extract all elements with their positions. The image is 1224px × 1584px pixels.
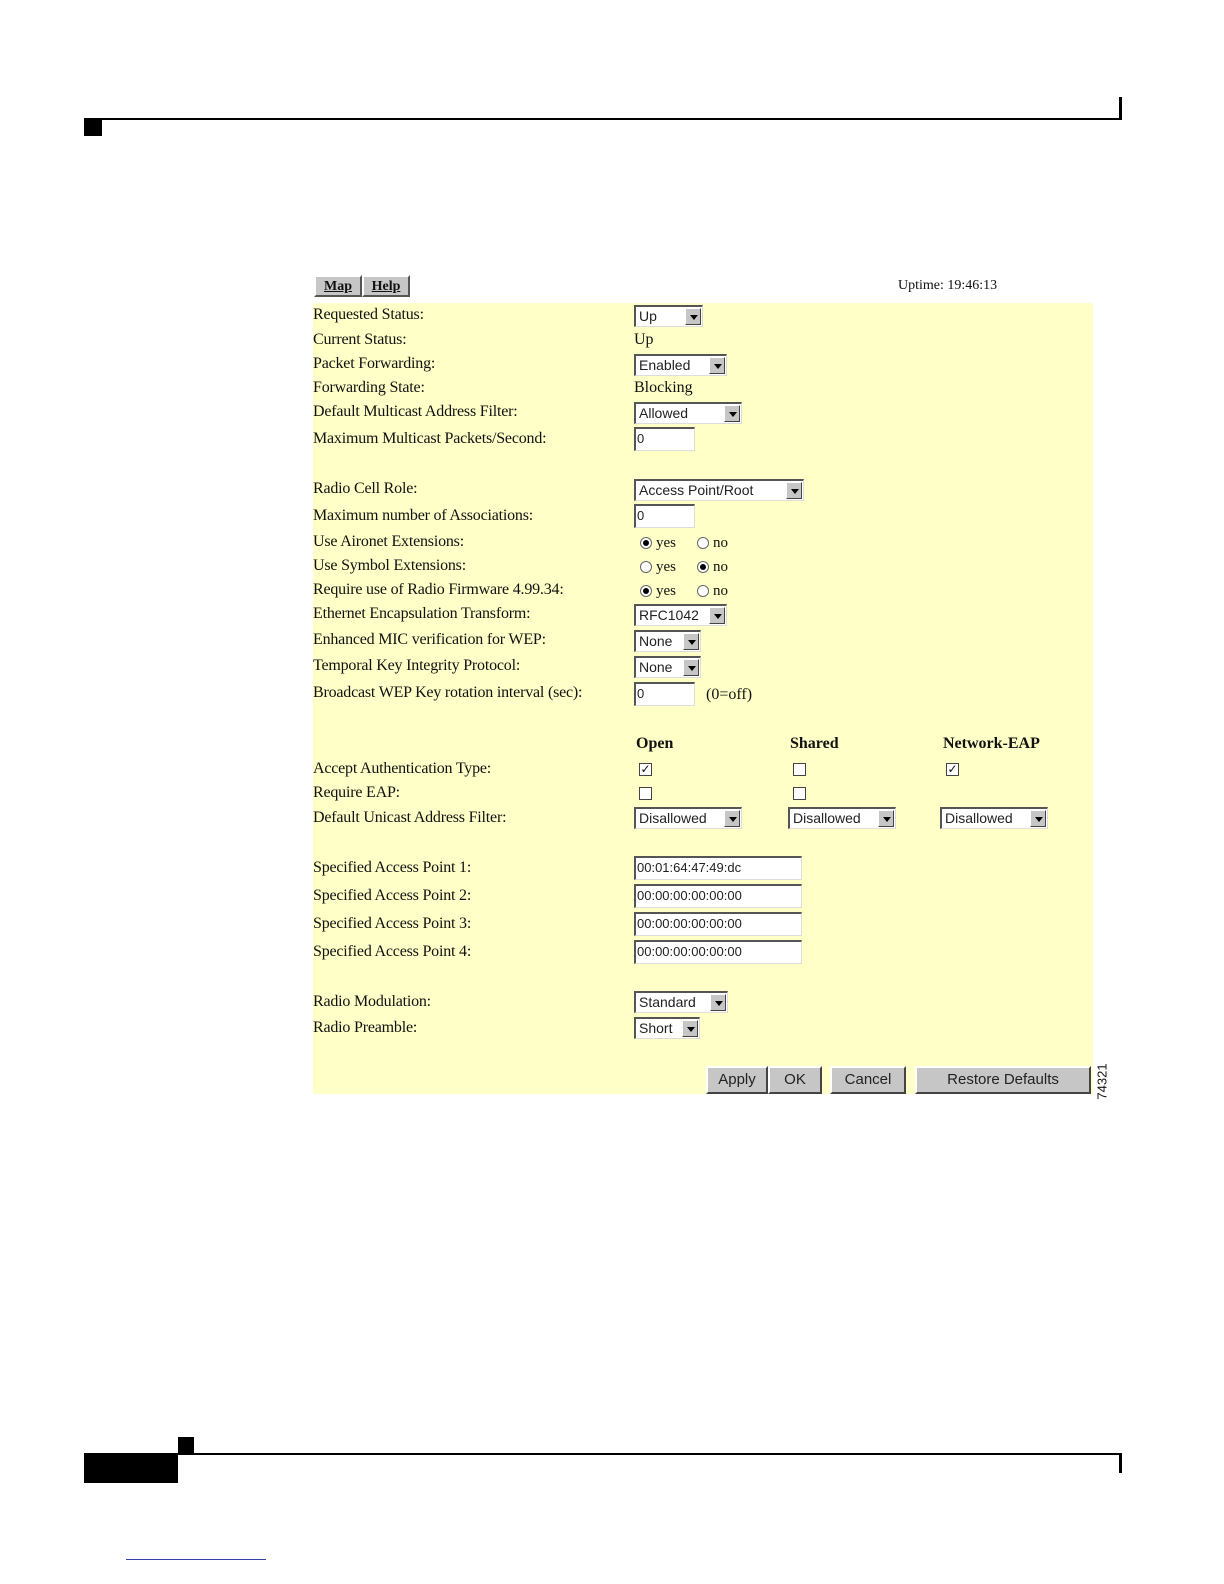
- tkip-label: Temporal Key Integrity Protocol:: [313, 657, 521, 674]
- forwarding-state-value: Blocking: [634, 379, 693, 396]
- figure-number: 74321: [1094, 1063, 1110, 1100]
- radio-modulation-select[interactable]: Standard: [634, 991, 728, 1013]
- multicast-filter-label: Default Multicast Address Filter:: [313, 403, 518, 420]
- help-button[interactable]: Help: [362, 275, 410, 297]
- requested-status-label: Requested Status:: [313, 306, 424, 323]
- ethernet-encap-select[interactable]: RFC1042: [634, 604, 727, 626]
- multicast-filter-select[interactable]: Allowed: [634, 402, 742, 424]
- enhanced-mic-select[interactable]: None: [634, 630, 701, 652]
- ok-button[interactable]: OK: [768, 1066, 822, 1094]
- chevron-down-icon: [710, 994, 726, 1011]
- column-header-network-eap: Network-EAP: [943, 735, 1040, 752]
- restore-defaults-button[interactable]: Restore Defaults: [915, 1066, 1091, 1094]
- radio-cell-role-label: Radio Cell Role:: [313, 480, 418, 497]
- symbol-no-label: no: [713, 559, 728, 575]
- max-associations-input[interactable]: 0: [634, 504, 695, 528]
- accept-network-eap-checkbox[interactable]: ✓: [947, 762, 958, 776]
- firmware-no-label: no: [713, 583, 728, 599]
- packet-forwarding-label: Packet Forwarding:: [313, 355, 436, 372]
- apply-button[interactable]: Apply: [706, 1066, 768, 1094]
- current-status-label: Current Status:: [313, 331, 407, 348]
- access-point-2-label: Specified Access Point 2:: [313, 887, 472, 904]
- requested-status-select[interactable]: Up: [634, 305, 703, 327]
- accept-open-checkbox[interactable]: ✓: [640, 762, 651, 776]
- symbol-yes-label: yes: [656, 559, 676, 575]
- column-header-open: Open: [636, 735, 674, 752]
- footer-link-line: [126, 1559, 266, 1560]
- access-point-4-label: Specified Access Point 4:: [313, 943, 472, 960]
- footer-rule: [84, 1453, 1122, 1455]
- accept-auth-label: Accept Authentication Type:: [313, 760, 492, 777]
- access-point-1-input[interactable]: 00:01:64:47:49:dc: [634, 856, 802, 880]
- radio-preamble-label: Radio Preamble:: [313, 1019, 418, 1036]
- aironet-ext-label: Use Aironet Extensions:: [313, 533, 464, 550]
- footer-marker: [178, 1437, 194, 1453]
- footer-rule-tick: [1119, 1455, 1122, 1473]
- chevron-down-icon: [724, 405, 740, 422]
- symbol-yes-radio[interactable]: [640, 561, 652, 573]
- max-multicast-label: Maximum Multicast Packets/Second:: [313, 430, 547, 447]
- uptime-text: Uptime: 19:46:13: [898, 278, 998, 293]
- packet-forwarding-select[interactable]: Enabled: [634, 354, 727, 376]
- chevron-down-icon: [685, 308, 701, 325]
- require-eap-label: Require EAP:: [313, 784, 400, 801]
- header-marker: [84, 120, 102, 136]
- chevron-down-icon: [683, 633, 699, 650]
- radio-modulation-label: Radio Modulation:: [313, 993, 431, 1010]
- aironet-no-radio[interactable]: [697, 537, 709, 549]
- wep-rotation-note: (0=off): [706, 686, 753, 703]
- unicast-filter-shared-select[interactable]: Disallowed: [788, 807, 896, 829]
- access-point-1-label: Specified Access Point 1:: [313, 859, 472, 876]
- unicast-filter-network-eap-select[interactable]: Disallowed: [940, 807, 1048, 829]
- enhanced-mic-label: Enhanced MIC verification for WEP:: [313, 631, 546, 648]
- max-associations-label: Maximum number of Associations:: [313, 507, 534, 524]
- max-multicast-input[interactable]: 0: [634, 427, 695, 451]
- access-point-2-input[interactable]: 00:00:00:00:00:00: [634, 884, 802, 908]
- header-rule: [84, 118, 1122, 120]
- forwarding-state-label: Forwarding State:: [313, 379, 425, 396]
- aironet-no-label: no: [713, 535, 728, 551]
- aironet-yes-radio[interactable]: [640, 537, 652, 549]
- chevron-down-icon: [1030, 810, 1046, 827]
- access-point-3-label: Specified Access Point 3:: [313, 915, 472, 932]
- access-point-3-input[interactable]: 00:00:00:00:00:00: [634, 912, 802, 936]
- column-header-shared: Shared: [790, 735, 839, 752]
- symbol-ext-label: Use Symbol Extensions:: [313, 557, 466, 574]
- access-point-4-input[interactable]: 00:00:00:00:00:00: [634, 940, 802, 964]
- map-button[interactable]: Map: [314, 275, 362, 297]
- firmware-no-radio[interactable]: [697, 585, 709, 597]
- chevron-down-icon: [683, 659, 699, 676]
- firmware-yes-radio[interactable]: [640, 585, 652, 597]
- cancel-button[interactable]: Cancel: [830, 1066, 906, 1094]
- chevron-down-icon: [786, 482, 802, 499]
- wep-rotation-label: Broadcast WEP Key rotation interval (sec):: [313, 684, 583, 701]
- current-status-value: Up: [634, 331, 654, 348]
- radio-firmware-label: Require use of Radio Firmware 4.99.34:: [313, 581, 564, 598]
- wep-rotation-input[interactable]: 0: [634, 682, 695, 706]
- header-rule-tick: [1119, 97, 1122, 119]
- chevron-down-icon: [709, 357, 725, 374]
- accept-shared-checkbox[interactable]: [793, 763, 806, 776]
- footer-page-block: [84, 1455, 178, 1483]
- chevron-down-icon: [878, 810, 894, 827]
- aironet-yes-label: yes: [656, 535, 676, 551]
- chevron-down-icon: [682, 1020, 698, 1037]
- chevron-down-icon: [724, 810, 740, 827]
- symbol-no-radio[interactable]: [697, 561, 709, 573]
- radio-preamble-select[interactable]: Short: [634, 1017, 700, 1039]
- tkip-select[interactable]: None: [634, 656, 701, 678]
- require-eap-open-checkbox[interactable]: [639, 787, 652, 800]
- unicast-filter-label: Default Unicast Address Filter:: [313, 809, 507, 826]
- radio-cell-role-select[interactable]: Access Point/Root: [634, 479, 804, 501]
- chevron-down-icon: [709, 607, 725, 624]
- unicast-filter-open-select[interactable]: Disallowed: [634, 807, 742, 829]
- ethernet-encap-label: Ethernet Encapsulation Transform:: [313, 605, 531, 622]
- require-eap-shared-checkbox[interactable]: [793, 787, 806, 800]
- firmware-yes-label: yes: [656, 583, 676, 599]
